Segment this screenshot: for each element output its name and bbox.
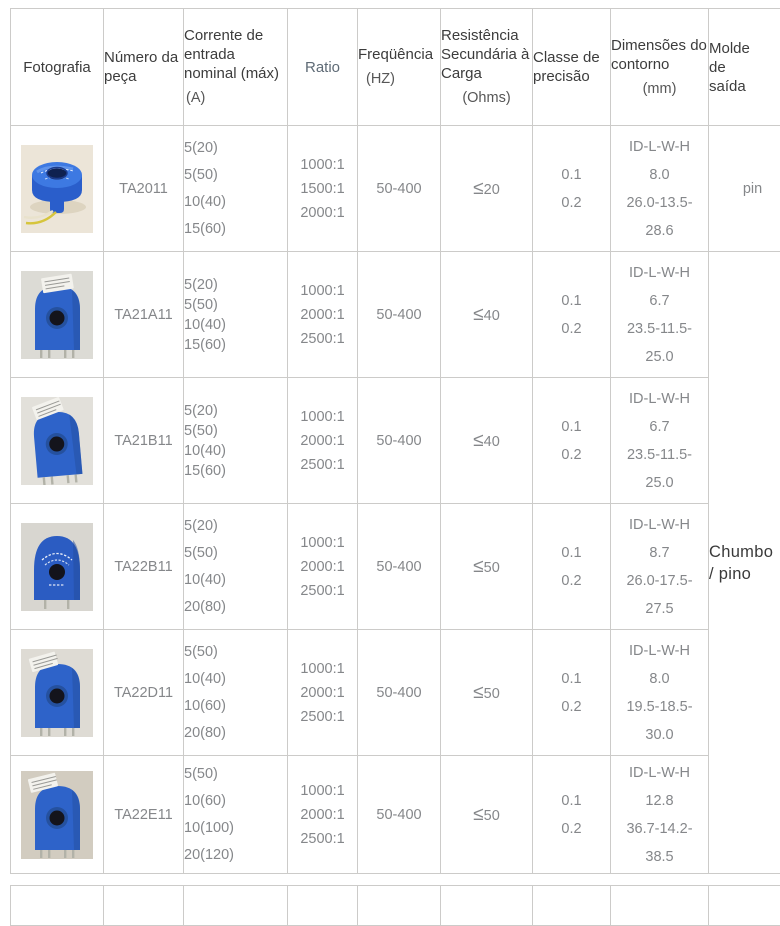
dimension-line: ID-L-W-H xyxy=(611,133,708,161)
current-line: 15(60) xyxy=(184,216,287,243)
mold-merged-line: / pino xyxy=(709,563,780,585)
mold-value: pin xyxy=(743,181,762,197)
frequency-value: 50-400 xyxy=(376,433,421,449)
photo-cell xyxy=(11,504,104,630)
current-line: 10(100) xyxy=(184,815,287,842)
current-line: 10(40) xyxy=(184,567,287,594)
frequency-cell xyxy=(358,504,441,630)
part-number: TA2011 xyxy=(119,181,168,197)
part-number-cell xyxy=(104,504,184,630)
input-current-cell xyxy=(184,126,288,252)
current-line: 5(50) xyxy=(184,761,287,788)
current-line: 5(50) xyxy=(184,540,287,567)
input-current-cell xyxy=(184,630,288,756)
header-label: Fotografia xyxy=(11,58,103,77)
product-photo-arch-case-label-top-angled xyxy=(21,397,93,485)
ratio-line: 2500:1 xyxy=(288,579,357,603)
dimension-line: 27.5 xyxy=(611,595,708,623)
header-unit: (HZ) xyxy=(358,70,440,89)
column-header-res xyxy=(441,9,533,126)
column-header-mold xyxy=(709,9,780,126)
ratio-cell xyxy=(288,504,358,630)
header-label: Freqüência xyxy=(358,45,440,64)
dimension-line: 23.5-11.5- xyxy=(611,315,708,343)
precision-line: 0.2 xyxy=(533,693,610,721)
part-number-cell xyxy=(104,756,184,874)
header-label: Resistência Secundária à Carga xyxy=(441,26,532,83)
precision-line: 0.2 xyxy=(533,189,610,217)
header-label: Número da peça xyxy=(104,48,183,86)
dimensions-cell xyxy=(611,252,709,378)
input-current-cell xyxy=(184,252,288,378)
current-line: 5(50) xyxy=(184,639,287,666)
dimension-line: 12.8 xyxy=(611,787,708,815)
dimension-line: 25.0 xyxy=(611,469,708,497)
current-line: 10(60) xyxy=(184,693,287,720)
dimension-line: 8.0 xyxy=(611,665,708,693)
frequency-cell xyxy=(358,126,441,252)
current-line: 5(50) xyxy=(184,295,287,315)
header-label xyxy=(709,39,780,96)
product-photo-arch-case-label-left-tan xyxy=(21,771,93,859)
column-header-freq xyxy=(358,9,441,126)
dimension-line: 36.7-14.2- xyxy=(611,815,708,843)
mold-merged-cell xyxy=(709,252,780,874)
ratio-line: 2000:1 xyxy=(288,429,357,453)
table-body xyxy=(11,126,780,874)
next-row-stub xyxy=(10,885,780,926)
precision-line: 0.2 xyxy=(533,315,610,343)
dimension-line: ID-L-W-H xyxy=(611,511,708,539)
precision-line: 0.1 xyxy=(533,539,610,567)
ratio-cell xyxy=(288,252,358,378)
part-number: TA22E11 xyxy=(114,807,172,823)
column-header-current xyxy=(184,9,288,126)
product-spec-page xyxy=(0,8,780,900)
dimension-line: 30.0 xyxy=(611,721,708,749)
resistance-value: ≤50 xyxy=(441,682,532,704)
precision-line: 0.1 xyxy=(533,413,610,441)
resistance-cell xyxy=(441,378,533,504)
ratio-line: 1000:1 xyxy=(288,531,357,555)
precision-line: 0.1 xyxy=(533,787,610,815)
resistance-cell xyxy=(441,756,533,874)
product-photo-arch-case-label-left xyxy=(21,649,93,737)
precision-class-cell xyxy=(533,630,611,756)
header-label-line: de xyxy=(709,58,780,77)
product-spec-table xyxy=(10,8,780,874)
current-line: 20(80) xyxy=(184,720,287,747)
current-line: 5(50) xyxy=(184,421,287,441)
dimension-line: 25.0 xyxy=(611,343,708,371)
dimensions-cell xyxy=(611,756,709,874)
precision-class-cell xyxy=(533,252,611,378)
current-line: 10(60) xyxy=(184,788,287,815)
resistance-cell xyxy=(441,630,533,756)
part-number: TA22B11 xyxy=(114,559,172,575)
part-number: TA21A11 xyxy=(114,307,172,323)
frequency-value: 50-400 xyxy=(376,559,421,575)
dimensions-cell xyxy=(611,630,709,756)
precision-line: 0.2 xyxy=(533,567,610,595)
header-label: Ratio xyxy=(288,58,357,77)
column-header-dim xyxy=(611,9,709,126)
ratio-line: 1500:1 xyxy=(288,177,357,201)
precision-class-cell xyxy=(533,756,611,874)
product-row-TA21B11 xyxy=(11,378,780,504)
precision-line: 0.1 xyxy=(533,287,610,315)
frequency-cell xyxy=(358,756,441,874)
ratio-cell xyxy=(288,126,358,252)
product-row-TA22E11 xyxy=(11,756,780,874)
dimension-line: 6.7 xyxy=(611,413,708,441)
header-unit: (Ohms) xyxy=(441,89,532,108)
current-line: 5(50) xyxy=(184,162,287,189)
photo-cell xyxy=(11,378,104,504)
part-number: TA22D11 xyxy=(114,685,173,701)
mold-cell xyxy=(709,126,780,252)
ratio-line: 1000:1 xyxy=(288,657,357,681)
ratio-line: 1000:1 xyxy=(288,405,357,429)
resistance-value: ≤40 xyxy=(441,304,532,326)
part-number-cell xyxy=(104,126,184,252)
precision-class-cell xyxy=(533,504,611,630)
ratio-line: 2500:1 xyxy=(288,827,357,851)
dimension-line: ID-L-W-H xyxy=(611,759,708,787)
current-line: 10(40) xyxy=(184,666,287,693)
resistance-value: ≤40 xyxy=(441,430,532,452)
ratio-line: 1000:1 xyxy=(288,779,357,803)
ratio-cell xyxy=(288,378,358,504)
frequency-value: 50-400 xyxy=(376,181,421,197)
ratio-cell xyxy=(288,756,358,874)
column-header-ratio xyxy=(288,9,358,126)
mold-merged-line: Chumbo xyxy=(709,541,780,563)
dimension-line: 8.7 xyxy=(611,539,708,567)
header-label: Classe de precisão xyxy=(533,48,610,86)
part-number-cell xyxy=(104,630,184,756)
ratio-line: 2500:1 xyxy=(288,705,357,729)
current-line: 15(60) xyxy=(184,461,287,481)
header-label-line: saída xyxy=(709,77,780,96)
photo-cell xyxy=(11,252,104,378)
ratio-line: 2000:1 xyxy=(288,681,357,705)
page xyxy=(0,8,780,900)
frequency-value: 50-400 xyxy=(376,685,421,701)
frequency-cell xyxy=(358,378,441,504)
dimension-line: 28.6 xyxy=(611,217,708,245)
current-line: 5(20) xyxy=(184,275,287,295)
product-row-TA22D11 xyxy=(11,630,780,756)
precision-class-cell xyxy=(533,378,611,504)
input-current-cell xyxy=(184,504,288,630)
header-row xyxy=(11,9,780,126)
current-line: 5(20) xyxy=(184,135,287,162)
ratio-line: 2500:1 xyxy=(288,453,357,477)
precision-line: 0.2 xyxy=(533,441,610,469)
resistance-cell xyxy=(441,126,533,252)
dimension-line: 6.7 xyxy=(611,287,708,315)
dimensions-cell xyxy=(611,378,709,504)
resistance-cell xyxy=(441,504,533,630)
product-row-TA21A11 xyxy=(11,252,780,378)
header-label-line: Molde xyxy=(709,39,780,58)
dimension-line: 19.5-18.5- xyxy=(611,693,708,721)
current-line: 10(40) xyxy=(184,189,287,216)
product-photo-toroid-with-wire xyxy=(21,145,93,233)
part-number: TA21B11 xyxy=(114,433,172,449)
table-header xyxy=(11,9,780,126)
photo-cell xyxy=(11,630,104,756)
ratio-line: 1000:1 xyxy=(288,153,357,177)
current-line: 10(40) xyxy=(184,441,287,461)
frequency-value: 50-400 xyxy=(376,307,421,323)
photo-cell xyxy=(11,756,104,874)
product-row-TA22B11 xyxy=(11,504,780,630)
current-line: 5(20) xyxy=(184,513,287,540)
dimension-line: 26.0-17.5- xyxy=(611,567,708,595)
header-label: Dimensões do contorno xyxy=(611,36,708,74)
resistance-value: ≤50 xyxy=(441,804,532,826)
frequency-cell xyxy=(358,630,441,756)
ratio-line: 2500:1 xyxy=(288,327,357,351)
header-label: Corrente de entrada nominal (máx) xyxy=(184,26,287,83)
product-row-TA2011 xyxy=(11,126,780,252)
current-line: 20(120) xyxy=(184,842,287,869)
precision-class-cell xyxy=(533,126,611,252)
current-line: 15(60) xyxy=(184,335,287,355)
ratio-line: 2000:1 xyxy=(288,803,357,827)
part-number-cell xyxy=(104,252,184,378)
resistance-cell xyxy=(441,252,533,378)
frequency-cell xyxy=(358,252,441,378)
photo-cell xyxy=(11,126,104,252)
input-current-cell xyxy=(184,756,288,874)
precision-line: 0.1 xyxy=(533,161,610,189)
dimension-line: 38.5 xyxy=(611,843,708,871)
ratio-cell xyxy=(288,630,358,756)
part-number-cell xyxy=(104,378,184,504)
dimension-line: 26.0-13.5- xyxy=(611,189,708,217)
header-unit: (mm) xyxy=(611,80,708,99)
frequency-value: 50-400 xyxy=(376,807,421,823)
dimension-line: 23.5-11.5- xyxy=(611,441,708,469)
column-header-class xyxy=(533,9,611,126)
current-line: 20(80) xyxy=(184,594,287,621)
input-current-cell xyxy=(184,378,288,504)
precision-line: 0.1 xyxy=(533,665,610,693)
current-line: 5(20) xyxy=(184,401,287,421)
product-photo-dome-case-curved-text xyxy=(21,523,93,611)
dimension-line: 8.0 xyxy=(611,161,708,189)
dimension-line: ID-L-W-H xyxy=(611,259,708,287)
precision-line: 0.2 xyxy=(533,815,610,843)
ratio-line: 1000:1 xyxy=(288,279,357,303)
header-unit: (A) xyxy=(184,89,287,108)
ratio-line: 2000:1 xyxy=(288,303,357,327)
dimensions-cell xyxy=(611,504,709,630)
ratio-line: 2000:1 xyxy=(288,201,357,225)
dimension-line: ID-L-W-H xyxy=(611,637,708,665)
current-line: 10(40) xyxy=(184,315,287,335)
product-photo-arch-case-label-top xyxy=(21,271,93,359)
dimension-line: ID-L-W-H xyxy=(611,385,708,413)
resistance-value: ≤50 xyxy=(441,556,532,578)
dimensions-cell xyxy=(611,126,709,252)
column-header-part xyxy=(104,9,184,126)
column-header-photo xyxy=(11,9,104,126)
resistance-value: ≤20 xyxy=(441,178,532,200)
ratio-line: 2000:1 xyxy=(288,555,357,579)
